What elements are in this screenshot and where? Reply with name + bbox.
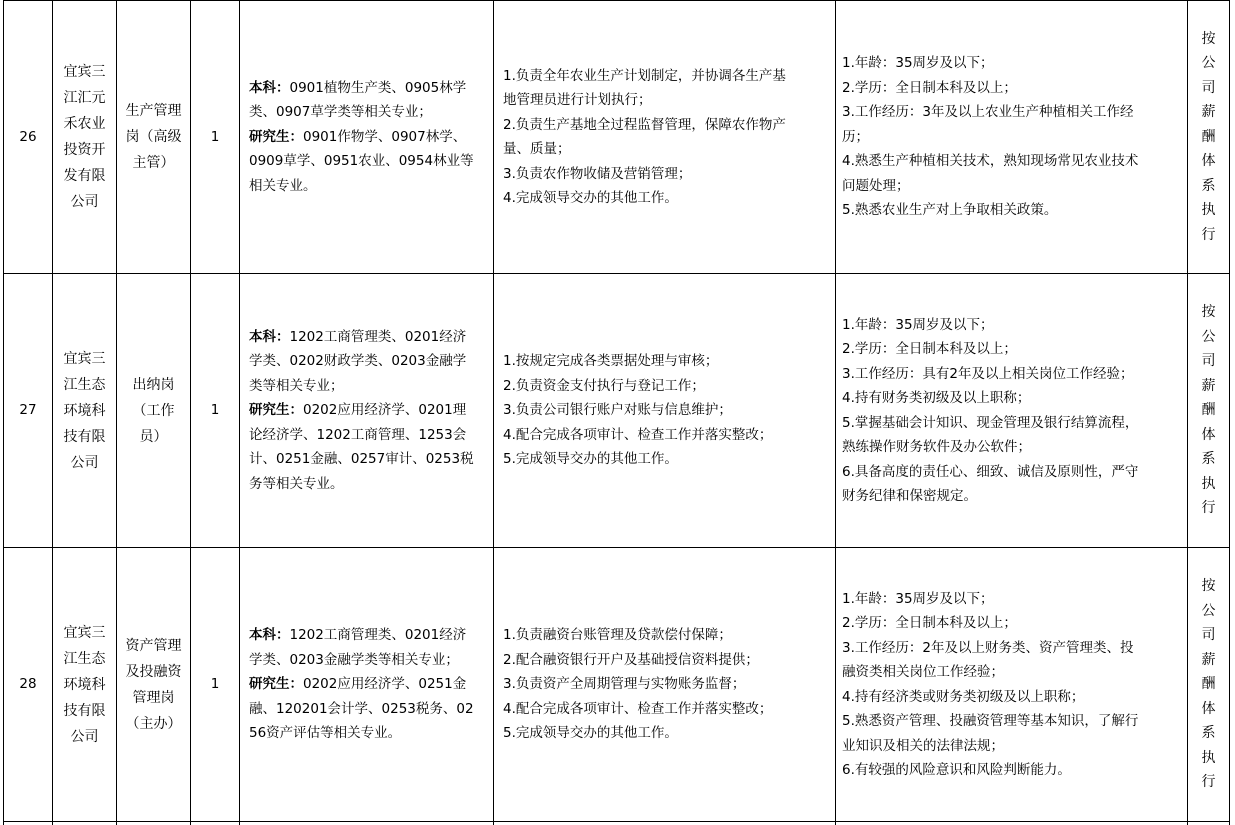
salary-cell xyxy=(1188,1,1230,274)
job-duties: 1.负责融资台账管理及贷款偿付保障； 2.配合融资银行开户及基础授信资料提供； 3.负责资产全周期管理与实物账务监督； 4.配合完成各项审计、检查工作并落实整改； 5.完成领导交办的其他工作。 xyxy=(494,548,836,822)
salary-text: 按公司薪酬体系执行 xyxy=(1201,30,1216,243)
position-name: 资产管理及投融资管理岗（主办） xyxy=(125,637,182,732)
major-requirements: 本科：1202工商管理类、0201经济 学类、0202财政学类、0203金融学 类等相关专业； 研究生：0202应用经济学、0201理 论经济学、1202工商管理、1253会 计、0251金融、0257审计、0253税 务等相关专业。 xyxy=(240,274,494,548)
company-cell xyxy=(53,274,117,548)
salary-cell xyxy=(1188,274,1230,548)
row-number: 28 xyxy=(4,548,53,822)
position-name: 生产管理岗（高级主管） xyxy=(125,103,182,171)
major-requirements: 本科：0901植物生产类、0905林学 类、0907草学类等相关专业； 研究生：0901作物学、0907林学、 0909草学、0951农业、0954林业等 相关专业。 xyxy=(240,1,494,274)
position-cell xyxy=(117,274,191,548)
master-label: 研究生： xyxy=(249,402,303,419)
company-cell xyxy=(53,548,117,822)
job-duties: 1.负责全年农业生产计划制定，并协调各生产基 地管理员进行计划执行； 2.负责生产基地全过程监督管理，保障农作物产 量、质量； 3.负责农作物收储及营销管理； 4.完成领导交办的其他工作。 xyxy=(494,1,836,274)
row-number: 27 xyxy=(4,274,53,548)
company-name: 宜宾三江汇元禾农业投资开发有限公司 xyxy=(63,64,106,210)
company-name: 宜宾三江生态环境科技有限公司 xyxy=(63,624,106,745)
salary-cell xyxy=(1188,548,1230,822)
job-requirements: 1.年龄：35周岁及以下； 2.学历：全日制本科及以上； 3.工作经历：具有2年及以上相关岗位工作经验； 4.持有财务类初级及以上职称； 5.掌握基础会计知识、现金管理及银行结算流程， 熟练操作财务软件及办公软件； 6.具备高度的责任心、细致、诚信及原则性，严守 财务纪律和保密规定。 xyxy=(836,274,1188,548)
master-label: 研究生： xyxy=(249,676,303,693)
job-requirements: 1.年龄：35周岁及以下； 2.学历：全日制本科及以上； 3.工作经历：3年及以上农业生产种植相关工作经 历； 4.熟悉生产种植相关技术，熟知现场常见农业技术 问题处理； 5.熟悉农业生产对上争取相关政策。 xyxy=(836,1,1188,274)
row-number: 26 xyxy=(4,1,53,274)
bachelor-label: 本科： xyxy=(249,627,290,644)
bachelor-label: 本科： xyxy=(249,328,290,345)
master-label: 研究生： xyxy=(249,128,303,145)
headcount: 1 xyxy=(191,548,240,822)
table-row xyxy=(4,548,1230,822)
salary-text: 按公司薪酬体系执行 xyxy=(1201,304,1216,517)
position-name: 出纳岗（工作员） xyxy=(132,376,175,445)
company-name: 宜宾三江生态环境科技有限公司 xyxy=(63,350,106,471)
company-cell xyxy=(53,1,117,274)
position-cell xyxy=(117,548,191,822)
table-row xyxy=(4,274,1230,548)
headcount: 1 xyxy=(191,274,240,548)
recruitment-table xyxy=(3,0,1230,825)
job-requirements: 1.年龄：35周岁及以下； 2.学历：全日制本科及以上； 3.工作经历：2年及以上财务类、资产管理类、投 融资类相关岗位工作经验； 4.持有经济类或财务类初级及以上职称； 5.熟悉资产管理、投融资管理等基本知识，了解行 业知识及相关的法律法规； 6.有较强的风险意识和风险判断能力。 xyxy=(836,548,1188,822)
table-row-partial xyxy=(4,822,1230,825)
headcount: 1 xyxy=(191,1,240,274)
table-row xyxy=(4,1,1230,274)
salary-text: 按公司薪酬体系执行 xyxy=(1201,578,1216,791)
major-requirements: 本科：1202工商管理类、0201经济 学类、0203金融学类等相关专业； 研究生：0202应用经济学、0251金 融、120201会计学、0253税务、02 56资产评估等相关专业。 xyxy=(240,548,494,822)
job-duties: 1.按规定完成各类票据处理与审核； 2.负责资金支付执行与登记工作； 3.负责公司银行账户对账与信息维护； 4.配合完成各项审计、检查工作并落实整改； 5.完成领导交办的其他工作。 xyxy=(494,274,836,548)
position-cell xyxy=(117,1,191,274)
bachelor-label: 本科： xyxy=(249,79,290,96)
